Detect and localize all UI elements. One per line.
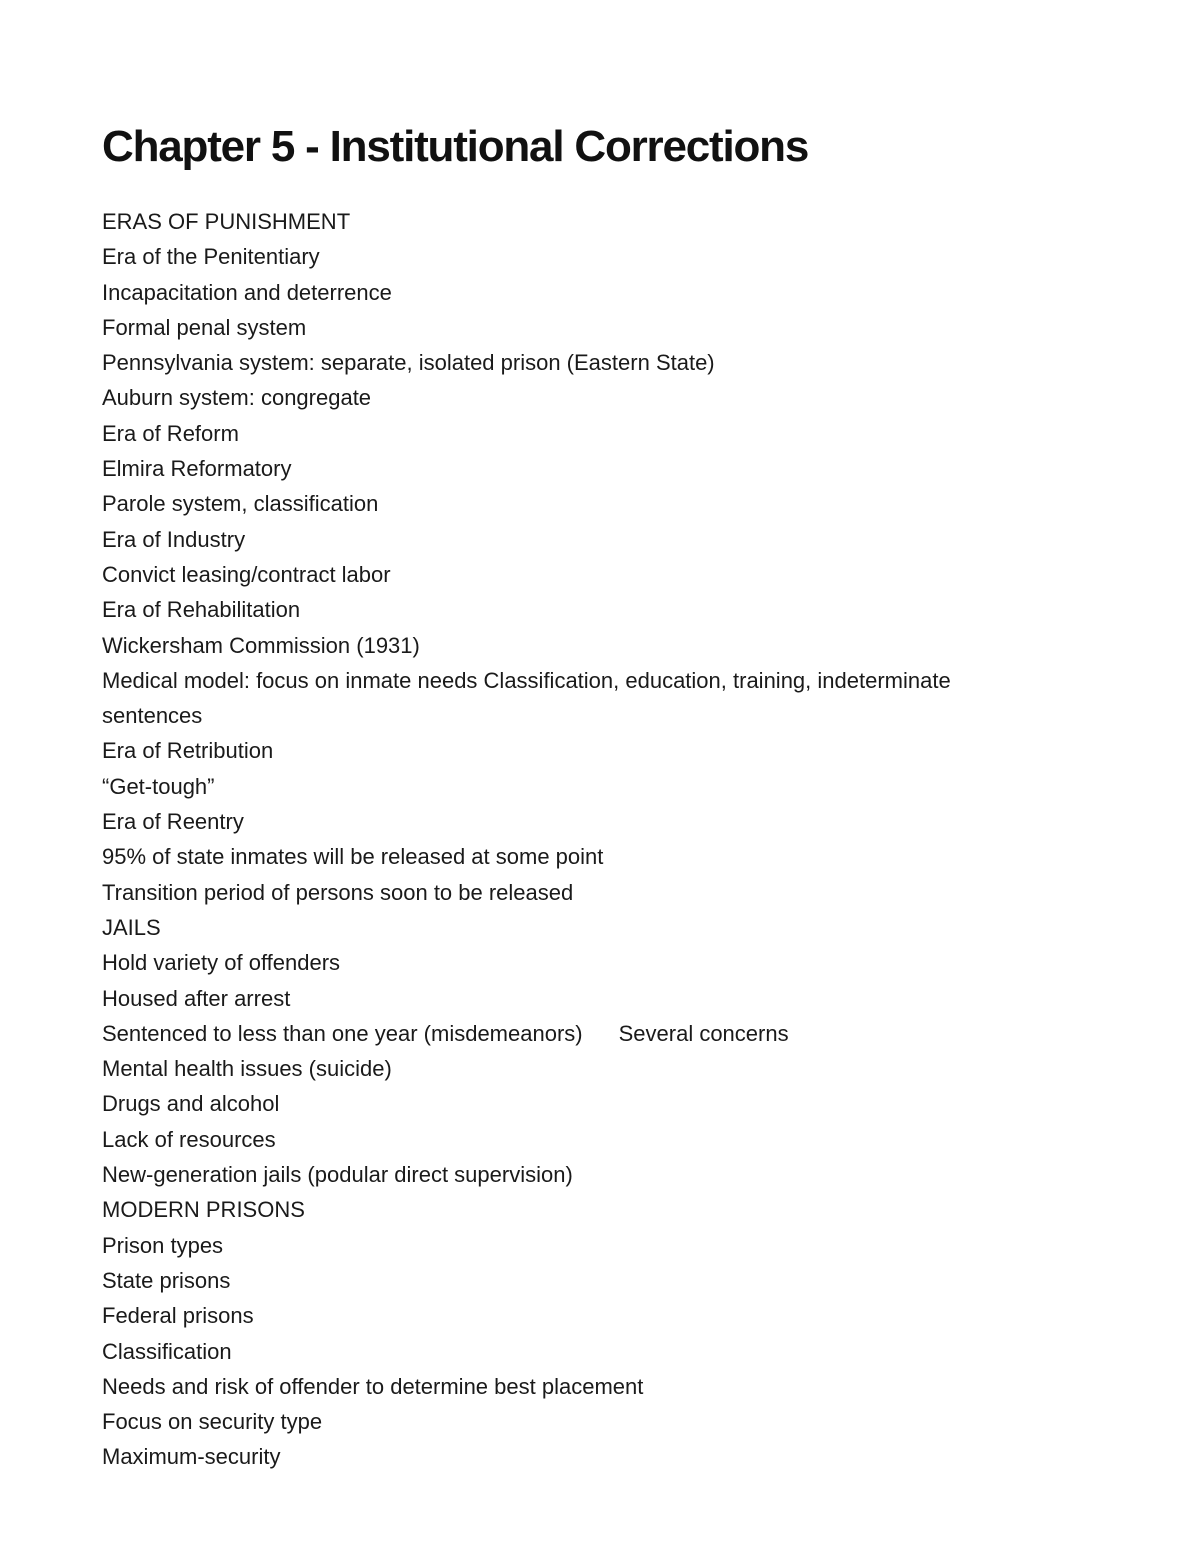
text-line: Era of Retribution xyxy=(102,738,274,764)
text-line: Convict leasing/contract labor xyxy=(102,561,391,587)
text-line: MODERN PRISONS xyxy=(102,1197,305,1223)
text-line: Wickersham Commission (1931) xyxy=(102,632,420,658)
text-line: “Get-tough” xyxy=(102,773,215,799)
text-line: Hold variety of offenders xyxy=(102,950,341,976)
text-line: Housed after arrest xyxy=(102,985,291,1011)
text-line: Needs and risk of offender to determine best placement xyxy=(102,1373,644,1399)
text-line: Era of Industry xyxy=(102,526,246,552)
text-line: Elmira Reformatory xyxy=(102,456,292,482)
document-body xyxy=(102,204,1102,1475)
text-line: Auburn system: congregate xyxy=(102,385,372,411)
text-line: JAILS xyxy=(102,914,161,940)
text-line: Medical model: focus on inmate needs Classification, education, training, indeterminate xyxy=(102,667,951,693)
text-line: Maximum-security xyxy=(102,1444,281,1470)
document-title: Chapter 5 - Institutional Corrections xyxy=(102,122,809,171)
split-text-line xyxy=(102,1016,1102,1051)
text-line: Incapacitation and deterrence xyxy=(102,279,392,305)
text-line: ERAS OF PUNISHMENT xyxy=(102,209,351,234)
text-line: Focus on security type xyxy=(102,1409,323,1435)
text-line: New-generation jails (podular direct supervision) xyxy=(102,1162,573,1188)
text-line: 95% of state inmates will be released at some point xyxy=(102,844,604,870)
text-line: sentences xyxy=(102,703,203,729)
split-line-left: Sentenced to less than one year (misdemeanors) xyxy=(102,1020,583,1046)
text-line: Prison types xyxy=(102,1232,224,1258)
text-line: State prisons xyxy=(102,1267,231,1293)
text-line: Classification xyxy=(102,1338,232,1364)
text-line: Pennsylvania system: separate, isolated prison (Eastern State) xyxy=(102,350,715,376)
text-line: Era of Rehabilitation xyxy=(102,597,301,623)
text-line: Federal prisons xyxy=(102,1303,254,1329)
text-line: Era of Reform xyxy=(102,420,239,446)
text-line: Mental health issues (suicide) xyxy=(102,1056,392,1082)
text-line: Transition period of persons soon to be released xyxy=(102,879,574,905)
text-line: Formal penal system xyxy=(102,314,307,340)
text-line: Drugs and alcohol xyxy=(102,1091,280,1117)
text-line: Era of the Penitentiary xyxy=(102,244,320,270)
split-line-right: Several concerns xyxy=(618,1020,789,1046)
text-line: Parole system, classification xyxy=(102,491,379,517)
text-line: Lack of resources xyxy=(102,1126,276,1152)
text-line: Era of Reentry xyxy=(102,809,244,835)
